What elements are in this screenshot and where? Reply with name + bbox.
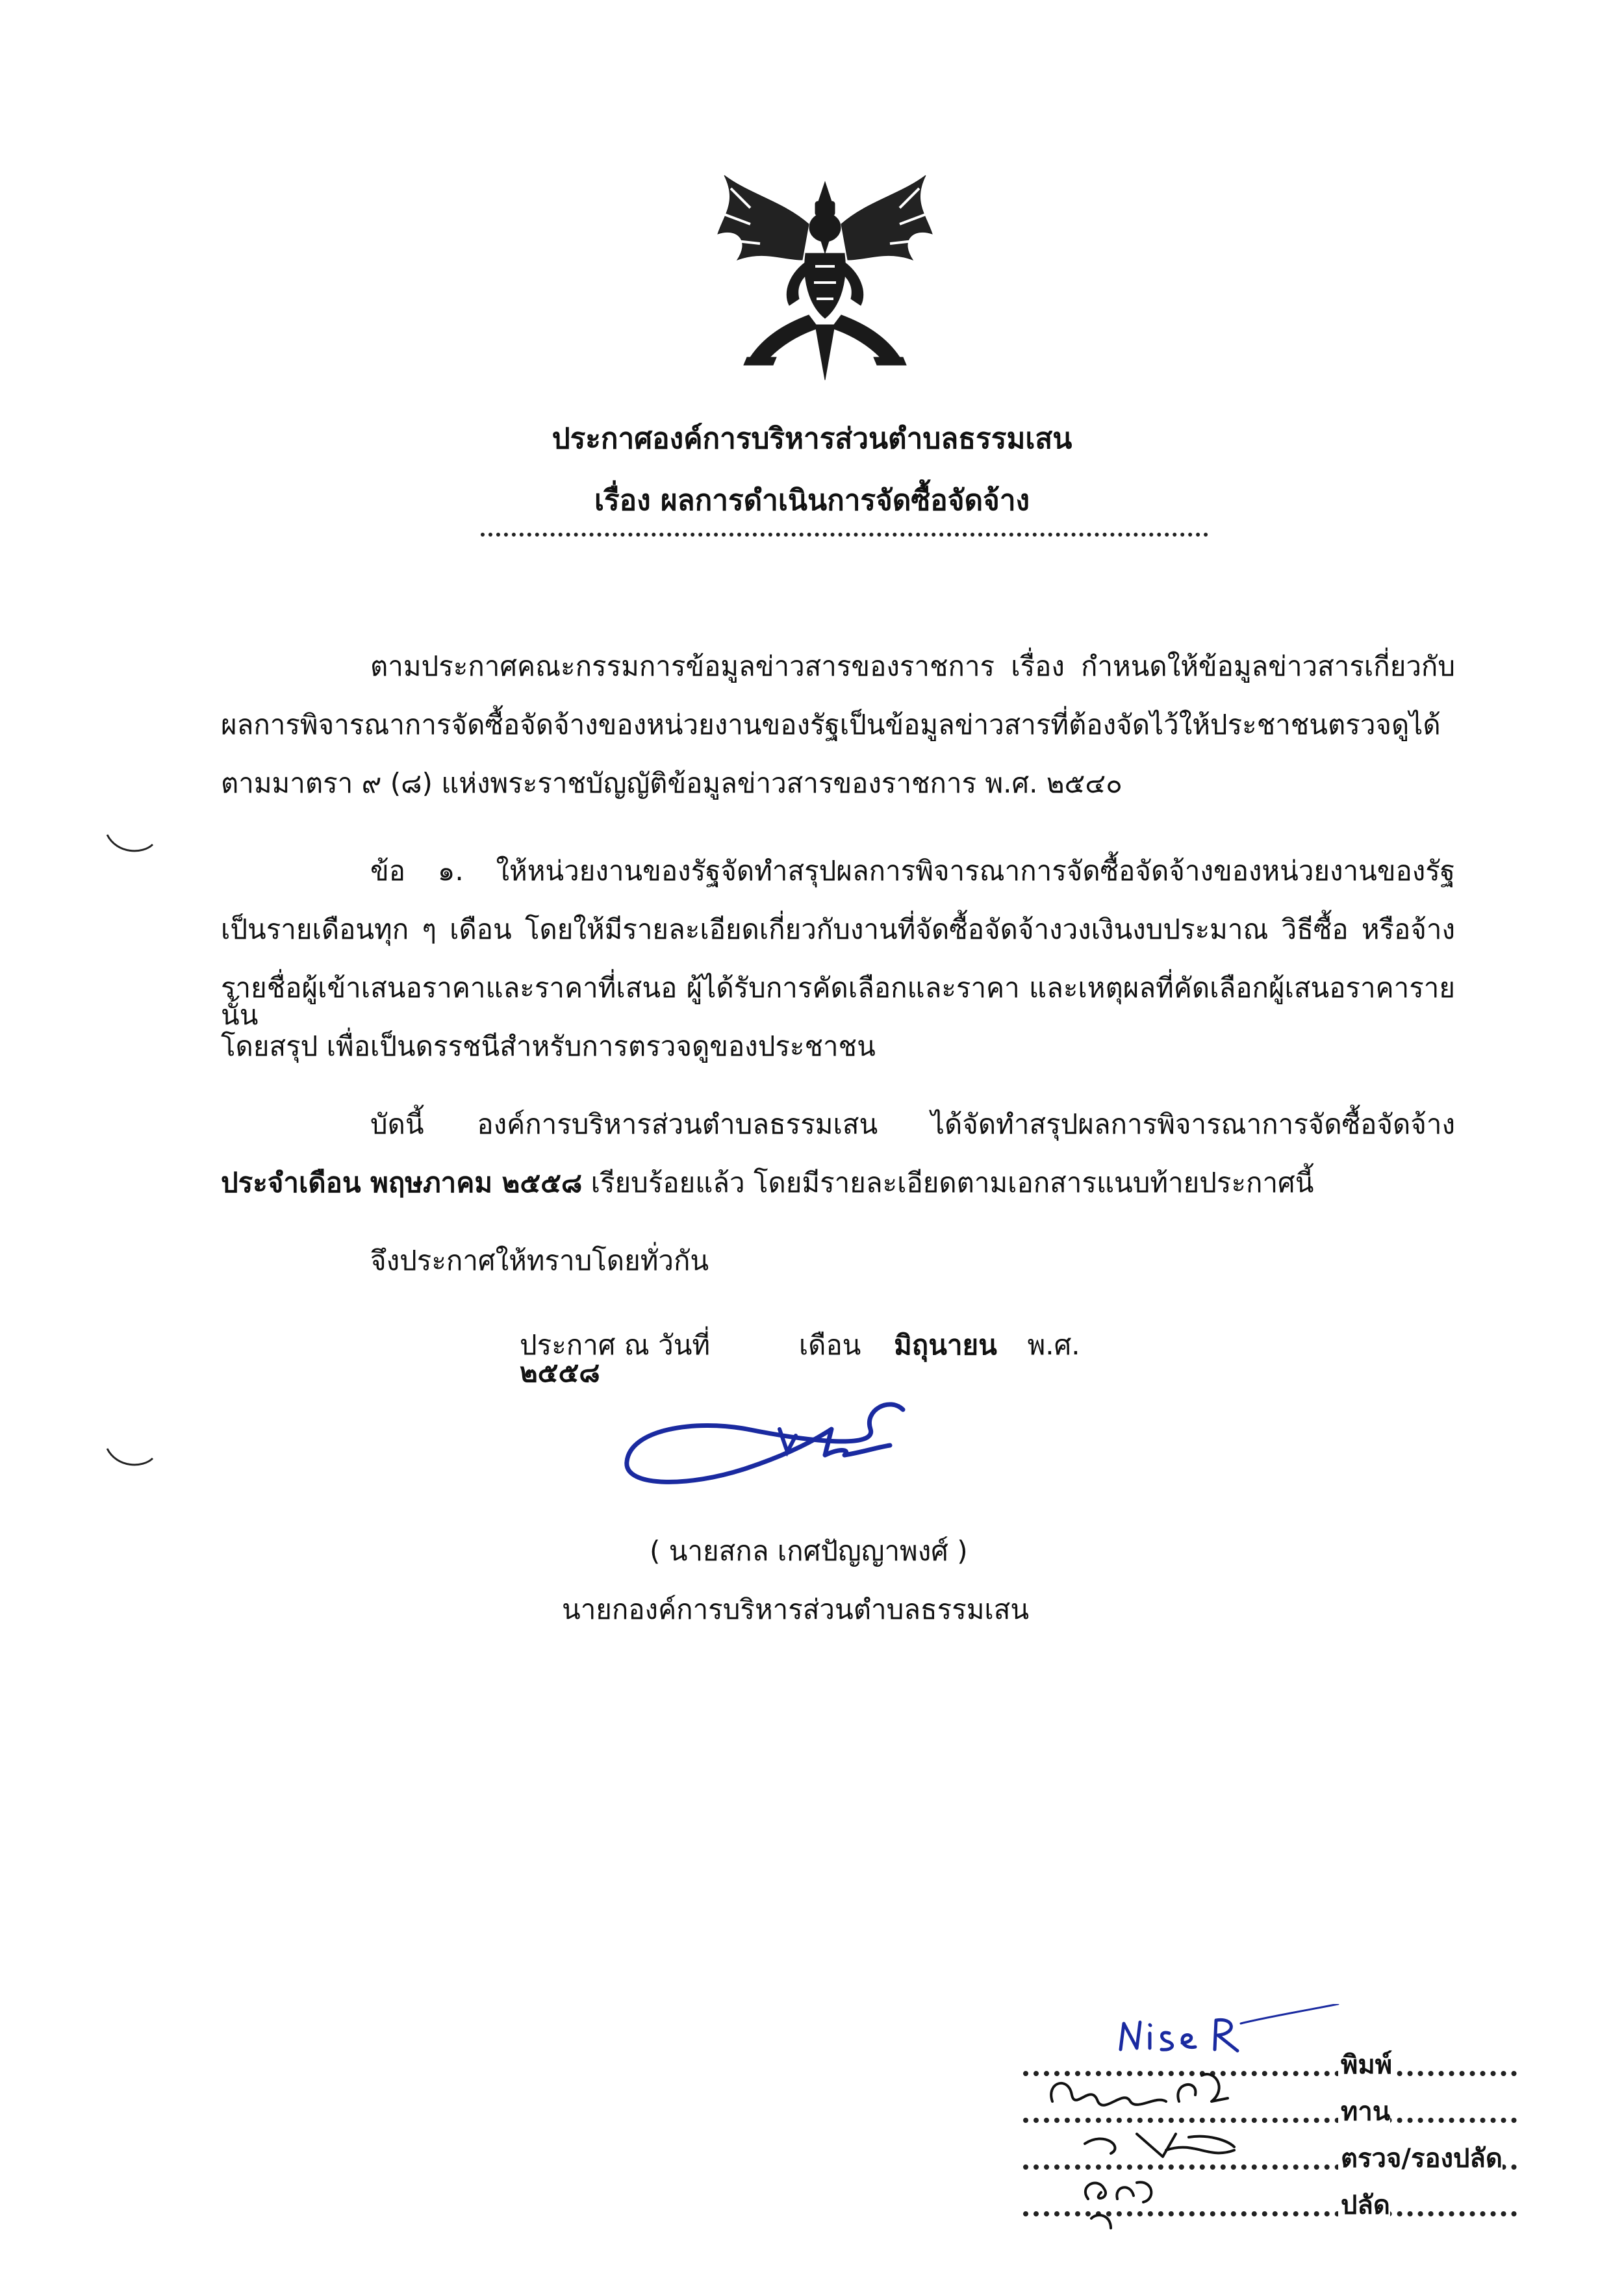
para1-line2: ผลการพิจารณาการจัดซื้อจัดจ้างของหน่วยงานของรัฐเป็นข้อมูลข่าวสารที่ต้องจัดไว้ให้ประชาชนตรวจดูได้ (221, 709, 1441, 741)
year-label: พ.ศ. (1027, 1329, 1080, 1361)
signatory-position: นายกองค์การบริหารส่วนตำบลธรรมเสน (562, 1593, 1030, 1625)
announcement-month: มิถุนายน (894, 1329, 997, 1361)
document-subject: เรื่อง ผลการดำเนินการจัดซื้อจัดจ้าง (594, 484, 1030, 517)
document-title: ประกาศองค์การบริหารส่วนตำบลธรรมเสน (552, 422, 1072, 455)
report-month-period: ประจำเดือน พฤษภาคม ๒๕๕๘ (221, 1167, 583, 1199)
announcement-date-line (520, 1329, 1169, 1388)
para3-line2 (221, 1169, 1455, 1197)
para1-line3: ตามมาตรา ๙ (๘) แห่งพระราชบัญญัติข้อมูลข่าวสารของราชการ พ.ศ. ๒๕๔๐ (221, 767, 1123, 799)
scan-hole-mark (104, 1445, 156, 1471)
para2-line4: โดยสรุป เพื่อเป็นดรรชนีสำหรับการตรวจดูของประชาชน (221, 1030, 876, 1062)
para2-line1: ข้อ ๑. ให้หน่วยงานของรัฐจัดทำสรุปผลการพิจารณาการจัดซื้อจัดจ้างของหน่วยงานของรัฐ (370, 855, 1455, 887)
signatory-name: ( นายสกล เกศปัญญาพงศ์ ) (650, 1535, 968, 1567)
handwritten-initials (1039, 2004, 1351, 2238)
announcement-year: ๒๕๕๘ (520, 1356, 600, 1388)
routing-label-deputy: ปลัด (1338, 2184, 1390, 2226)
routing-label-checker: ตรวจ/รองปลัด (1338, 2137, 1503, 2179)
para2-line2: เป็นรายเดือนทุก ๆ เดือน โดยให้มีรายละเอียดเกี่ยวกับงานที่จัดซื้อจัดจ้างวงเงินงบประมาณ วิธีซื้อ หรือจ้าง (221, 913, 1455, 945)
para3-line1: บัดนี้ องค์การบริหารส่วนตำบลธรรมเสน ได้จัดทำสรุปผลการพิจารณาการจัดซื้อจัดจ้าง (370, 1108, 1455, 1140)
handwritten-signature (617, 1390, 942, 1520)
closing-statement: จึงประกาศให้ทราบโดยทั่วกัน (370, 1245, 709, 1276)
para3-line2-rest: เรียบร้อยแล้ว โดยมีรายละเอียดตามเอกสารแนบท้ายประกาศนี้ (582, 1167, 1314, 1199)
date-prefix: ประกาศ ณ วันที่ (520, 1329, 711, 1361)
routing-label-typist: พิมพ์ (1338, 2044, 1392, 2085)
title-separator (481, 533, 1208, 537)
para2-line3: รายชื่อผู้เข้าเสนอราคาและราคาที่เสนอ ผู้ได้รับการคัดเลือกและราคา และเหตุผลที่คัดเลือกผู้เสนอราคารายนั้น (221, 972, 1455, 1031)
garuda-emblem (711, 162, 939, 390)
month-label: เดือน (798, 1329, 861, 1361)
para1-line1: ตามประกาศคณะกรรมการข้อมูลข่าวสารของราชการ เรื่อง กำหนดให้ข้อมูลข่าวสารเกี่ยวกับ (370, 650, 1455, 682)
routing-label-reviewer: ทาน (1338, 2090, 1390, 2132)
scan-hole-mark (104, 831, 156, 857)
